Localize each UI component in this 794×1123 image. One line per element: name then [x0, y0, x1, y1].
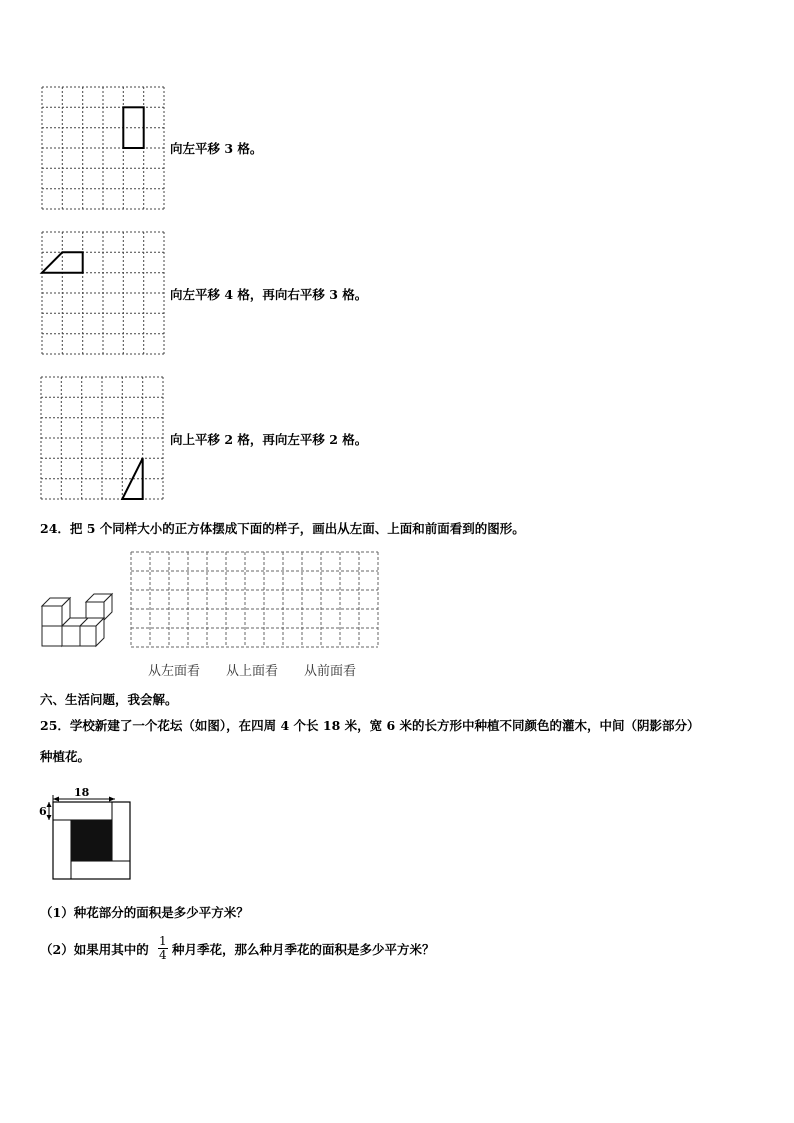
caption-top-view: 从上面看 [226, 664, 279, 679]
translation-instruction-1: 向左平移 3 格。 [170, 141, 263, 156]
translation-instruction-3: 向上平移 2 格，再向左平移 2 格。 [170, 432, 368, 447]
shaded-center [71, 820, 112, 861]
dotted-grid-3 [41, 377, 165, 501]
drawing-grid [131, 552, 381, 652]
translation-instruction-2: 向左平移 4 格，再向右平移 3 格。 [170, 287, 368, 302]
cube-arrangement-figure [42, 596, 118, 652]
question-25-line-2: 种植花。 [40, 749, 91, 764]
question-25-sub-1: （1）种花部分的面积是多少平方米？ [40, 905, 249, 920]
fraction-one-quarter [158, 935, 168, 962]
dotted-grid-1 [42, 87, 166, 211]
section-6-title: 六、生活问题，我会解。 [40, 692, 178, 707]
question-25-line-1: 25．学校新建了一个花坛（如图），在四周 4 个长 18 米，宽 6 米的长方形中种植不同颜色的灌木，中间（阴影部分） [40, 718, 700, 733]
dotted-grid-2 [42, 232, 166, 356]
dimension-label-length: 18 [74, 786, 90, 799]
fraction-denominator: 4 [159, 948, 167, 962]
caption-left-view: 从左面看 [148, 664, 201, 679]
question-25-sub-2-after: 种月季花，那么种月季花的面积是多少平方米？ [172, 942, 435, 957]
question-24-text: 24．把 5 个同样大小的正方体摆成下面的样子，画出从左面、上面和前面看到的图形。 [40, 521, 525, 536]
dimension-label-width: 6 [39, 805, 47, 818]
question-25-sub-2-before: （2）如果用其中的 [40, 942, 149, 957]
fraction-numerator: 1 [159, 934, 167, 948]
caption-front-view: 从前面看 [304, 664, 357, 679]
